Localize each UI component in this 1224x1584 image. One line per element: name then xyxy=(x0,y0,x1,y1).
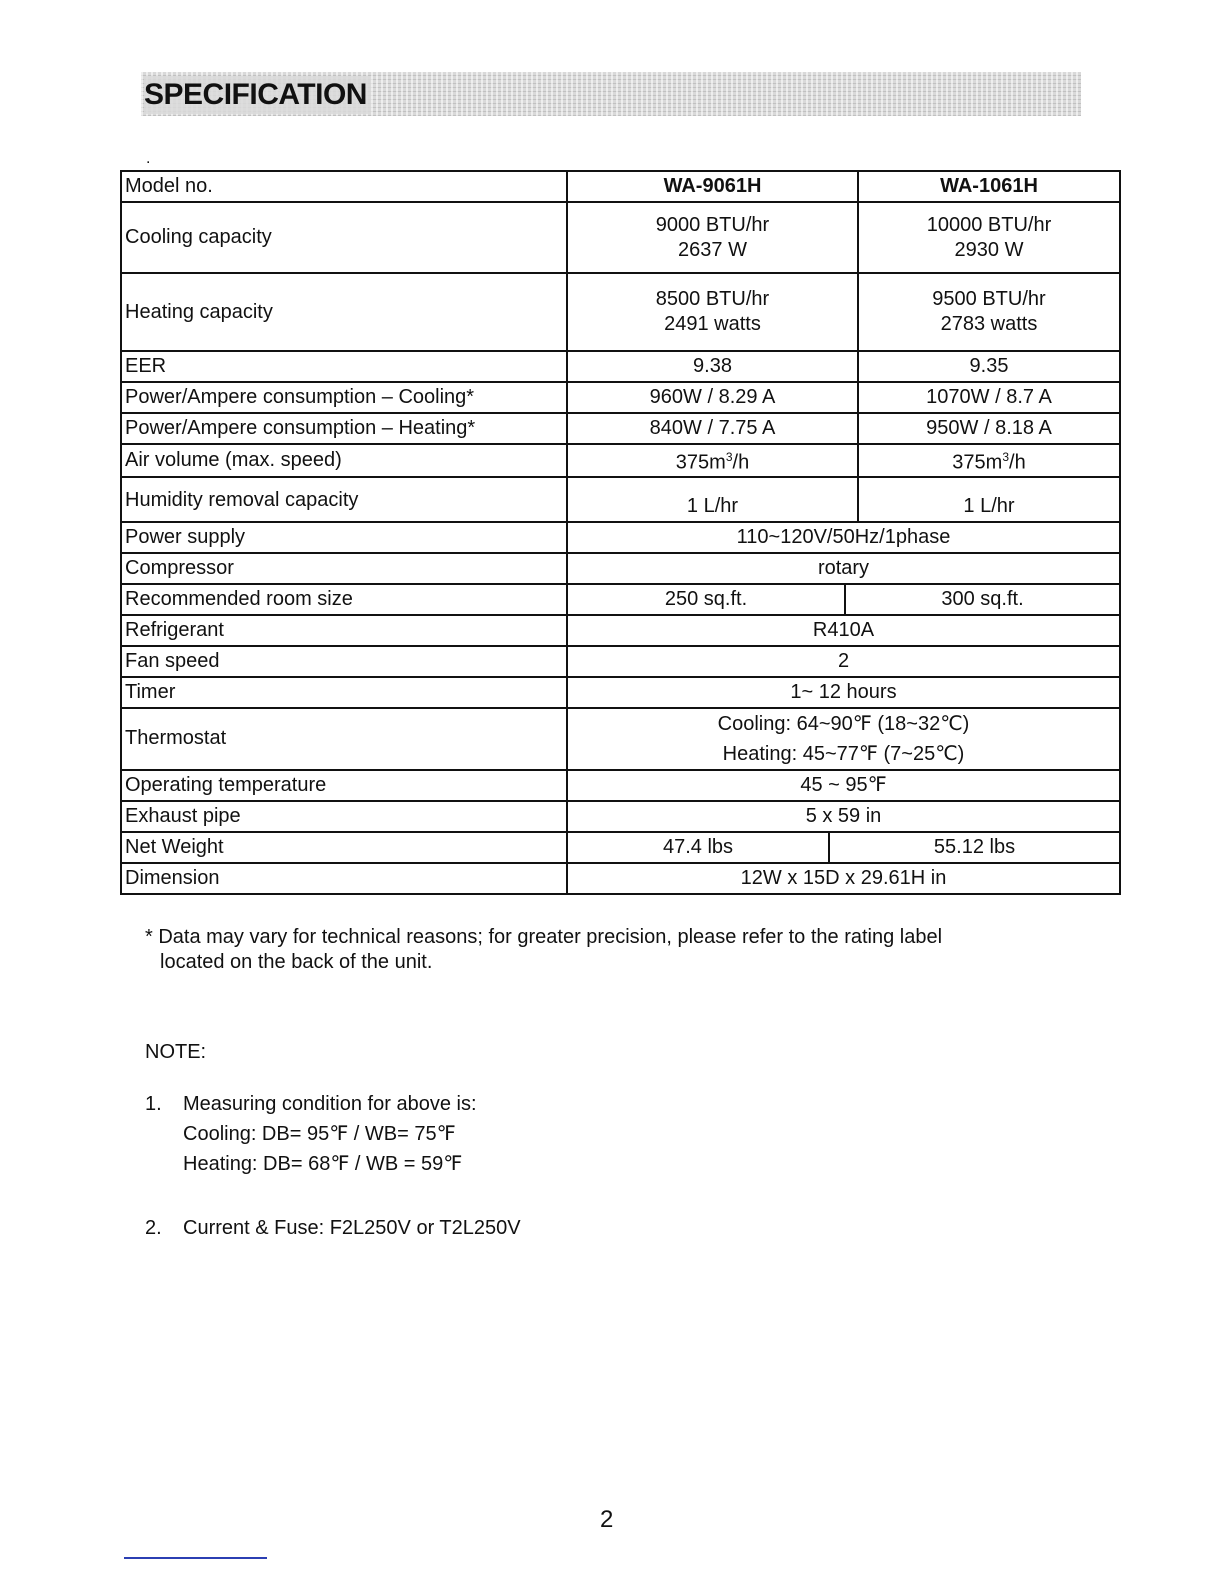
model-b-header: WA-1061H xyxy=(858,171,1120,202)
table-row-net-weight xyxy=(121,832,1120,863)
specification-table xyxy=(120,170,1121,895)
row-label-thermostat: Thermostat xyxy=(121,708,567,770)
table-row-air-volume xyxy=(121,444,1120,477)
thermostat-heating-range: Heating: 45~77℉ (7~25℃) xyxy=(722,742,965,765)
room-size-values xyxy=(567,584,1120,615)
row-label-power-heating: Power/Ampere consumption – Heating* xyxy=(121,413,567,444)
table-row-thermostat xyxy=(121,708,1120,770)
footnote-line-1: * Data may vary for technical reasons; for greater precision, please refer to the rating label xyxy=(145,926,943,948)
footnote xyxy=(145,925,1085,975)
table-row-heating-capacity xyxy=(121,273,1120,351)
room-size-b: 300 sq.ft. xyxy=(941,587,1024,610)
row-label-air-volume: Air volume (max. speed) xyxy=(121,444,567,477)
row-label-heating-capacity: Heating capacity xyxy=(121,273,567,351)
thermostat-value xyxy=(567,708,1120,770)
room-size-a: 250 sq.ft. xyxy=(568,585,846,614)
table-row-exhaust-pipe xyxy=(121,801,1120,832)
note-item-1 xyxy=(145,1089,521,1179)
table-row-timer xyxy=(121,677,1120,708)
timer-value: 1~ 12 hours xyxy=(567,677,1120,708)
row-label-power-cooling: Power/Ampere consumption – Cooling* xyxy=(121,382,567,413)
row-label-cooling-capacity: Cooling capacity xyxy=(121,202,567,273)
heating-capacity-a-btu: 8500 BTU/hr xyxy=(655,288,770,310)
dimension-value: 12W x 15D x 29.61H in xyxy=(567,863,1120,894)
table-row-humidity xyxy=(121,477,1120,522)
cooling-capacity-a-btu: 9000 BTU/hr xyxy=(655,213,770,236)
model-a-header: WA-9061H xyxy=(567,171,858,202)
heating-capacity-b-watts: 2783 watts xyxy=(940,313,1038,335)
heating-capacity-b-btu: 9500 BTU/hr xyxy=(932,288,1046,310)
net-weight-a: 47.4 lbs xyxy=(568,833,830,862)
note-item-2-text: Current & Fuse: F2L250V or T2L250V xyxy=(183,1217,521,1239)
humidity-a: 1 L/hr xyxy=(567,477,858,522)
row-label-humidity: Humidity removal capacity xyxy=(121,477,567,522)
heating-capacity-a-watts: 2491 watts xyxy=(664,313,761,335)
table-row-eer xyxy=(121,351,1120,382)
table-row-power-supply xyxy=(121,522,1120,553)
air-volume-a-unit: /h xyxy=(732,451,750,474)
page-number: 2 xyxy=(600,1506,614,1533)
row-label-exhaust-pipe: Exhaust pipe xyxy=(121,801,567,832)
exhaust-pipe-value: 5 x 59 in xyxy=(567,801,1120,832)
table-row-refrigerant xyxy=(121,615,1120,646)
compressor-value: rotary xyxy=(567,553,1120,584)
table-row-compressor xyxy=(121,553,1120,584)
table-row-cooling-capacity xyxy=(121,202,1120,273)
row-label-fan-speed: Fan speed xyxy=(121,646,567,677)
air-volume-a-value: 375m xyxy=(675,451,726,474)
cooling-capacity-b-watts: 2930 W xyxy=(954,238,1024,261)
stray-mark: . xyxy=(146,150,151,167)
cooling-capacity-a-watts: 2637 W xyxy=(678,238,747,261)
power-supply-value: 110~120V/50Hz/1phase xyxy=(567,522,1120,553)
thermostat-cooling-range: Cooling: 64~90℉ (18~32℃) xyxy=(717,712,970,735)
row-label-refrigerant: Refrigerant xyxy=(121,615,567,646)
note-item-2-number: 2. xyxy=(145,1217,162,1239)
air-volume-a-exponent: 3 xyxy=(725,450,733,464)
table-row-operating-temp xyxy=(121,770,1120,801)
row-label-dimension: Dimension xyxy=(121,863,567,894)
power-heating-b: 950W / 8.18 A xyxy=(858,413,1120,444)
net-weight-b: 55.12 lbs xyxy=(933,835,1016,858)
note-item-1-line-3: Heating: DB= 68℉ / WB = 59℉ xyxy=(183,1153,463,1175)
cooling-capacity-b xyxy=(858,202,1120,273)
eer-b: 9.35 xyxy=(858,351,1120,382)
table-row-power-heating xyxy=(121,413,1120,444)
note-item-2 xyxy=(145,1213,521,1243)
cooling-capacity-a xyxy=(567,202,858,273)
heating-capacity-b xyxy=(858,273,1120,351)
notes-heading: NOTE: xyxy=(145,1041,207,1063)
cooling-capacity-b-btu: 10000 BTU/hr xyxy=(926,213,1052,236)
row-label-room-size: Recommended room size xyxy=(121,584,567,615)
footnote-line-2: located on the back of the unit. xyxy=(160,951,433,973)
refrigerant-value: R410A xyxy=(567,615,1120,646)
row-label-net-weight: Net Weight xyxy=(121,832,567,863)
air-volume-b-value: 375m xyxy=(952,451,1003,474)
note-item-1-line-2: Cooling: DB= 95℉ / WB= 75℉ xyxy=(183,1123,456,1145)
fan-speed-value: 2 xyxy=(567,646,1120,677)
page-title: SPECIFICATION xyxy=(144,76,371,114)
operating-temp-value: 45 ~ 95℉ xyxy=(567,770,1120,801)
row-label-model: Model no. xyxy=(121,171,567,202)
humidity-b: 1 L/hr xyxy=(858,477,1120,522)
table-row-power-cooling xyxy=(121,382,1120,413)
table-row-fan-speed xyxy=(121,646,1120,677)
air-volume-b xyxy=(858,444,1120,477)
row-label-eer: EER xyxy=(121,351,567,382)
bottom-rule xyxy=(124,1557,267,1559)
power-cooling-b: 1070W / 8.7 A xyxy=(858,382,1120,413)
table-row-dimension xyxy=(121,863,1120,894)
notes-section xyxy=(145,1037,521,1243)
note-item-1-body xyxy=(183,1089,477,1179)
table-row-room-size xyxy=(121,584,1120,615)
net-weight-values xyxy=(567,832,1120,863)
note-item-1-line-1: Measuring condition for above is: xyxy=(183,1093,477,1115)
table-row-model xyxy=(121,171,1120,202)
air-volume-b-exponent: 3 xyxy=(1002,450,1010,464)
eer-a: 9.38 xyxy=(567,351,858,382)
power-heating-a: 840W / 7.75 A xyxy=(567,413,858,444)
row-label-compressor: Compressor xyxy=(121,553,567,584)
air-volume-b-unit: /h xyxy=(1009,451,1026,474)
power-cooling-a: 960W / 8.29 A xyxy=(567,382,858,413)
note-item-1-number: 1. xyxy=(145,1093,162,1115)
heating-capacity-a xyxy=(567,273,858,351)
row-label-timer: Timer xyxy=(121,677,567,708)
row-label-operating-temp: Operating temperature xyxy=(121,770,567,801)
row-label-power-supply: Power supply xyxy=(121,522,567,553)
air-volume-a xyxy=(567,444,858,477)
